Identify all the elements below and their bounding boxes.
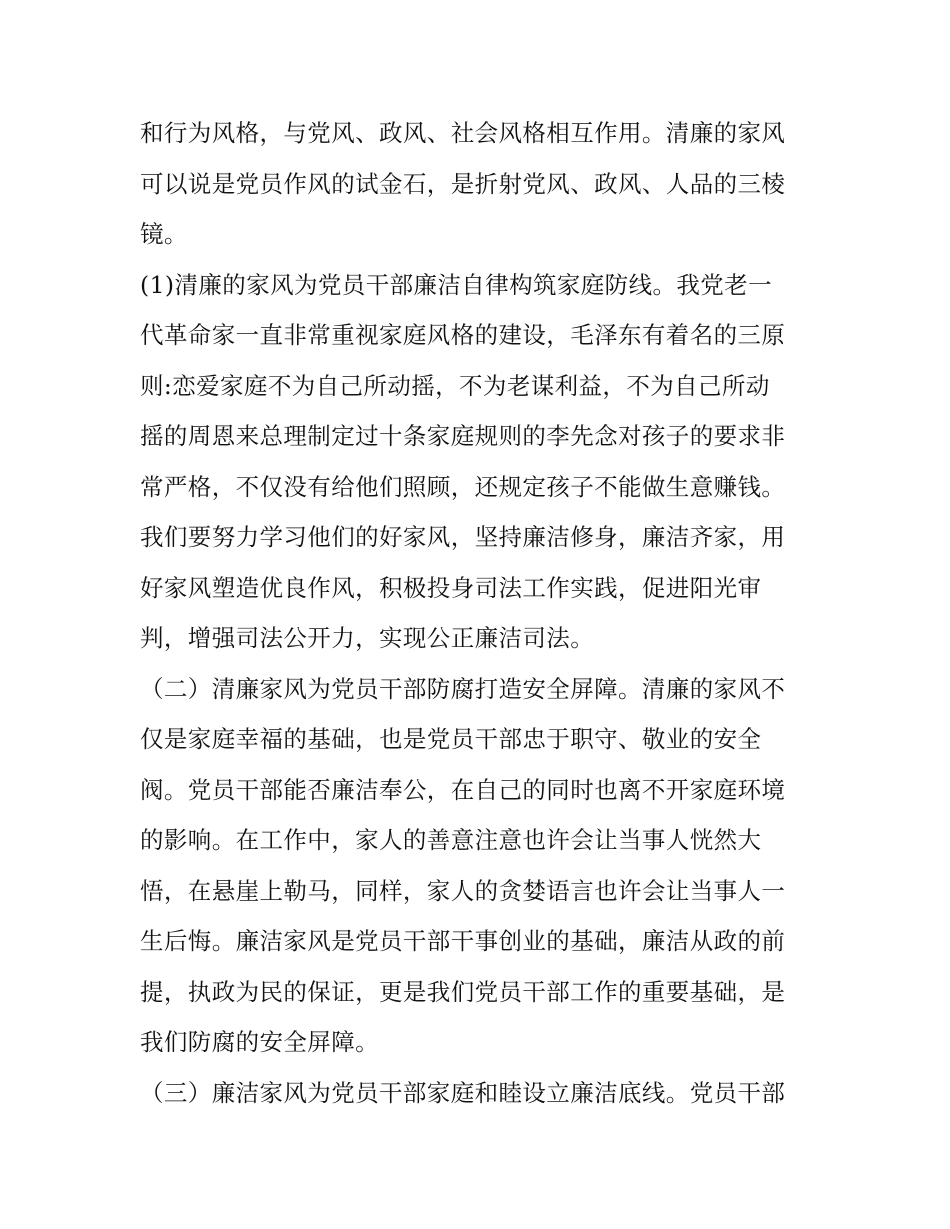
text-line: 代革命家一直非常重视家庭风格的建设，毛泽东有着名的三原 — [140, 321, 786, 349]
text-line: 仅是家庭幸福的基础，也是党员干部忠于职守、敬业的安全 — [140, 725, 762, 753]
text-line: 阀。党员干部能否廉洁奉公，在自己的同时也离不开家庭环境 — [140, 775, 786, 804]
text-line: 可以说是党员作风的试金石，是折射党风、政风、人品的三棱 — [140, 169, 786, 198]
text-line: 我们要努力学习他们的好家风，坚持廉洁修身，廉洁齐家，用 — [140, 523, 786, 551]
text-line: 生后悔。廉洁家风是党员干部干事创业的基础，廉洁从政的前 — [140, 927, 786, 955]
text-line: (1)清廉的家风为党员干部廉洁自律构筑家庭防线。我党老一 — [140, 270, 772, 299]
text-line: 则:恋爱家庭不为自己所动摇，不为老谋利益，不为自己所动 — [140, 371, 770, 400]
text-line: 和行为风格，与党风、政风、社会风格相互作用。清廉的家风 — [140, 119, 786, 147]
text-line: 好家风塑造优良作风，积极投身司法工作实践，促进阳光审 — [140, 573, 762, 602]
text-line: 摇的周恩来总理制定过十条家庭规则的李先念对孩子的要求非 — [140, 422, 786, 450]
text-line: （二）清廉家风为党员干部防腐打造安全屏障。清廉的家风不 — [140, 674, 786, 703]
text-line: （三）廉洁家风为党员干部家庭和睦设立廉洁底线。党员干部 — [140, 1078, 786, 1107]
text-line: 判，增强司法公开力，实现公正廉洁司法。 — [140, 624, 595, 652]
body-text — [140, 108, 820, 1118]
text-line: 镜。 — [140, 220, 188, 248]
text-line: 我们防腐的安全屏障。 — [140, 1028, 379, 1056]
text-line: 悟，在悬崖上勒马，同样，家人的贪婪语言也许会让当事人一 — [140, 876, 786, 905]
text-line: 的影响。在工作中，家人的善意注意也许会让当事人恍然大 — [140, 826, 762, 854]
text-line: 提，执政为民的保证，更是我们党员干部工作的重要基础，是 — [140, 977, 786, 1006]
text-line: 常严格，不仅没有给他们照顾，还规定孩子不能做生意赚钱。 — [140, 472, 786, 501]
